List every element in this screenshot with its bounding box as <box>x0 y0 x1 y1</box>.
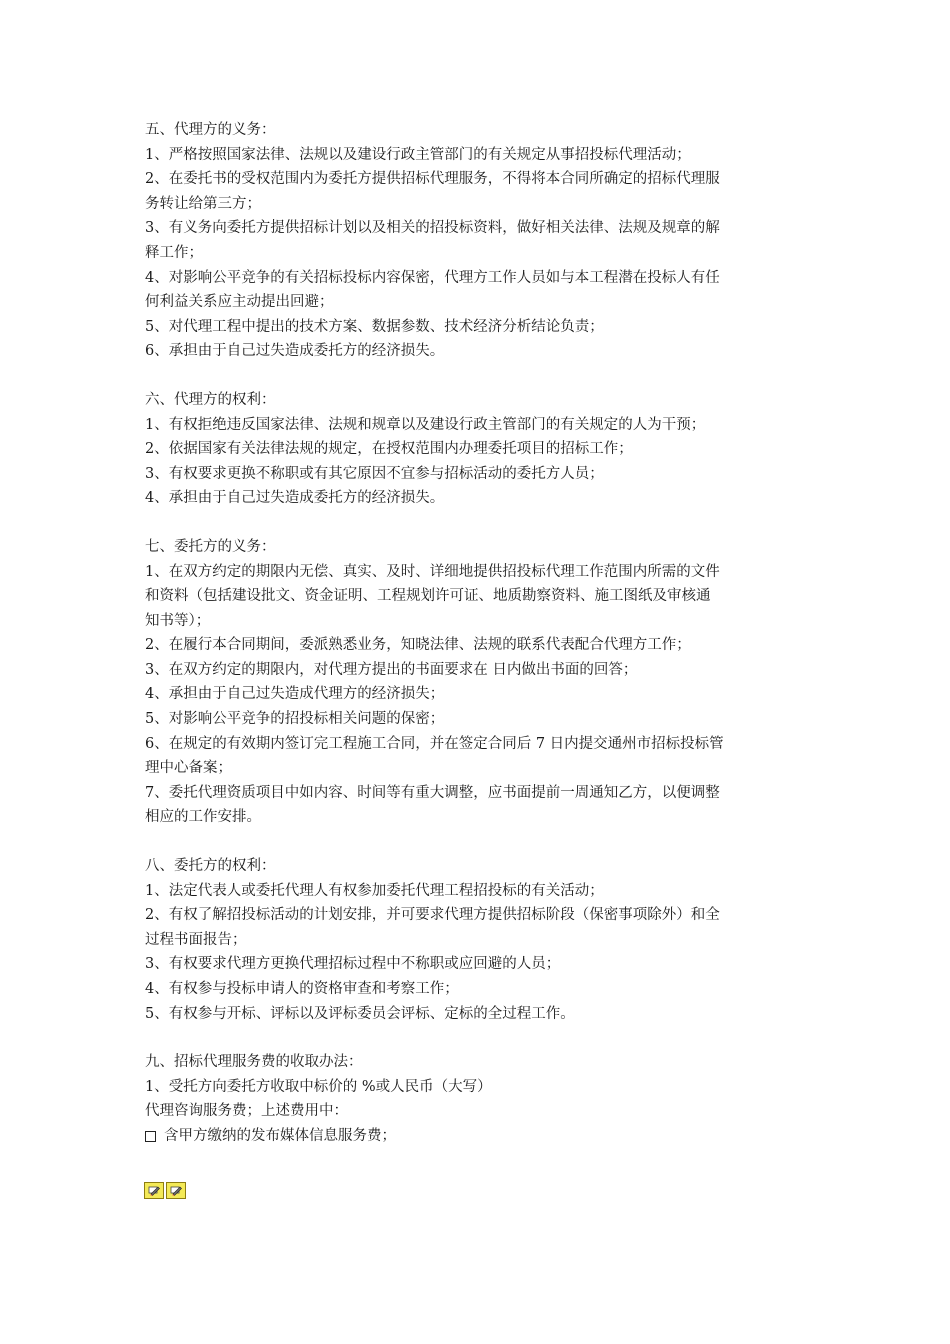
paragraph-line: 2、在履行本合同期间，委派熟悉业务，知晓法律、法规的联系代表配合代理方工作； <box>145 637 691 654</box>
section-service-fee <box>145 1050 815 1148</box>
section-client-obligations <box>145 535 815 830</box>
paragraph-line: 4、承担由于自己过失造成委托方的经济损失。 <box>145 490 445 507</box>
document-body <box>145 118 815 1173</box>
checkbox-label: 含甲方缴纳的发布媒体信息服务费； <box>164 1127 396 1144</box>
paragraph-line: 2、有权了解招投标活动的计划安排，并可要求代理方提供招标阶段（保密事项除外）和全 <box>145 907 720 924</box>
paragraph-line: 3、有权要求代理方更换代理招标过程中不称职或应回避的人员； <box>145 956 561 973</box>
paragraph-line: 理中心备案； <box>145 760 232 777</box>
paragraph-line: 3、有义务向委托方提供招标计划以及相关的招投标资料，做好相关法律、法规及规章的解 <box>145 220 720 237</box>
paragraph-line: 6、在规定的有效期内签订完工程施工合同，并在签定合同后 7 日内提交通州市招标投标管 <box>145 735 724 752</box>
paragraph-line: 相应的工作安排。 <box>145 809 261 826</box>
paragraph-line: 6、承担由于自己过失造成委托方的经济损失。 <box>145 343 445 360</box>
paragraph-line: 4、有权参与投标申请人的资格审查和考察工作； <box>145 981 459 997</box>
section-title: 九、招标代理服务费的收取办法： <box>145 1054 363 1071</box>
paragraph-line: 1、法定代表人或委托代理人有权参加委托代理工程招投标的有关活动； <box>145 882 604 899</box>
paragraph-line: 1、严格按照国家法律、法规以及建设行政主管部门的有关规定从事招投标代理活动； <box>145 146 691 163</box>
paragraph-line: 知书等）； <box>145 612 211 629</box>
paragraph-line: 5、有权参与开标、评标以及评标委员会评标、定标的全过程工作。 <box>145 1005 575 1022</box>
section-agent-rights <box>145 388 815 511</box>
paragraph-line: 释工作； <box>145 244 203 261</box>
section-client-rights <box>145 854 815 1026</box>
pencil-icon[interactable] <box>166 1182 186 1199</box>
paragraph-line: 3、在双方约定的期限内，对代理方提出的书面要求在 日内做出书面的回答； <box>145 661 638 678</box>
section-title: 八、委托方的权利： <box>145 858 276 875</box>
paragraph-line: 1、受托方向委托方收取中标价的 %或人民币（大写） <box>145 1078 492 1095</box>
section-title: 六、代理方的权利： <box>145 391 276 408</box>
paragraph-line: 务转让给第三方； <box>145 195 261 212</box>
checkbox-icon[interactable] <box>145 1131 156 1142</box>
paragraph-line: 1、在双方约定的期限内无偿、真实、及时、详细地提供招投标代理工作范围内所需的文件 <box>145 563 720 580</box>
section-agent-obligations <box>145 118 815 364</box>
paragraph-line: 何利益关系应主动提出回避； <box>145 294 334 311</box>
paragraph-line: 和资料（包括建设批文、资金证明、工程规划许可证、地质勘察资料、施工图纸及审核通 <box>145 588 711 605</box>
paragraph-line: 1、有权拒绝违反国家法律、法规和规章以及建设行政主管部门的有关规定的人为干预； <box>145 416 706 433</box>
paragraph-line: 2、依据国家有关法律法规的规定，在授权范围内办理委托项目的招标工作； <box>145 441 633 458</box>
edit-toolbar <box>144 1182 186 1199</box>
paragraph-line: 5、对影响公平竞争的招投标相关问题的保密； <box>145 711 445 728</box>
paragraph-line: 4、承担由于自己过失造成代理方的经济损失； <box>145 686 445 703</box>
fee-checkbox-row[interactable] <box>145 1124 815 1149</box>
paragraph-line: 3、有权要求更换不称职或有其它原因不宜参与招标活动的委托方人员； <box>145 465 604 482</box>
paragraph-line: 4、对影响公平竞争的有关招标投标内容保密，代理方工作人员如与本工程潜在投标人有任 <box>145 269 720 286</box>
section-title: 五、代理方的义务： <box>145 122 276 138</box>
pencil-icon[interactable] <box>144 1182 164 1199</box>
paragraph-line: 5、对代理工程中提出的技术方案、数据参数、技术经济分析结论负责； <box>145 318 604 335</box>
paragraph-line: 过程书面报告； <box>145 931 247 948</box>
paragraph-line: 7、委托代理资质项目中如内容、时间等有重大调整，应书面提前一周通知乙方，以便调整 <box>145 784 720 801</box>
paragraph-line: 2、在委托书的受权范围内为委托方提供招标代理服务，不得将本合同所确定的招标代理服 <box>145 171 720 188</box>
paragraph-line: 代理咨询服务费；上述费用中： <box>145 1103 348 1120</box>
section-title: 七、委托方的义务： <box>145 538 276 555</box>
